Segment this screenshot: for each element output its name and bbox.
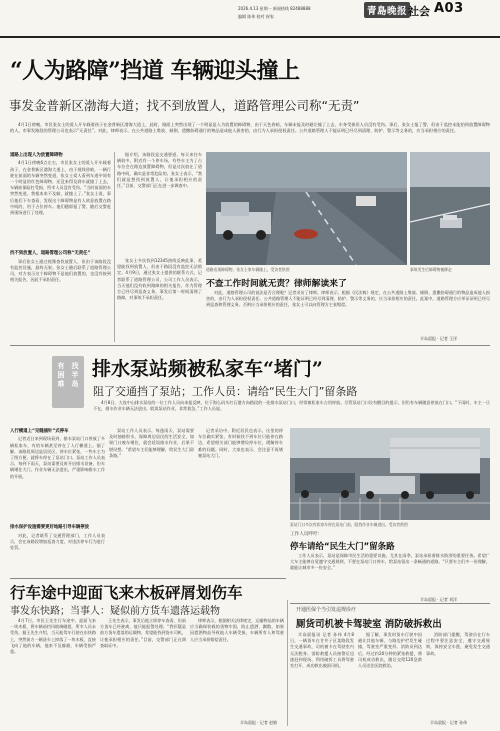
story2-sub2: 排水保护设施需要更好地路引导车辆停放 xyxy=(10,525,90,531)
page-number: A03 xyxy=(434,1,464,16)
masthead xyxy=(0,0,500,36)
badge-right: 找 半 岛 xyxy=(71,362,79,388)
section-rule xyxy=(10,345,490,346)
story1-col1 xyxy=(10,152,111,342)
story2-byline: 半岛晨报 · 记者 刘洋 xyxy=(420,597,458,602)
obstacle-removed-photo xyxy=(410,152,490,265)
date-line: 2026.4.13 星期一 新闻热线 82488888 xyxy=(238,6,311,11)
story1-byline: 半岛晨报 · 记者 王洋 xyxy=(420,336,458,341)
story4-col1: 半岛晨报讯 记者 孙伟 4月8日，一辆货车在甘井子区某路段发生交通事故，司机被卡在驾驶室内无法脱身。消防救援人员接警后迅速赶到现场，利用破拆工具将驾驶室打开，成功救出被困司机。 xyxy=(290,632,354,669)
story1-sub2: 找不到放置人，道路管理公司称“无责任” xyxy=(10,251,91,257)
story4-kicker: 开通医保个当引发违规诊疗 xyxy=(296,607,357,613)
story4-headline: 厕货司机被卡驾驶室 消防破拆救出 xyxy=(296,619,442,630)
story1-col3: 对此，道路管理公司的说法是否合理呢？记者采访了律师。律师表示，根据《民法典》规定，在公共道路上堆放、倾倒、遗撒妨碍通行的物品造成他人损害的，由行为人承担侵权责任。公共道路管理人不能证明已经尽到清理、防护、警示等义务的，应当承担相应的责任。此案中，道路管理方应举证证明已经尽到巡查和管理义务，否则应当承担相应的责任，张女士可以向管理方主张赔偿。 xyxy=(206,290,490,308)
story3-subhead: 事发东快路；当事人：疑似前方货车遗落运载物 xyxy=(10,606,220,617)
story1-sub3: 不查工作时间就无责？律师解读来了 xyxy=(206,279,347,289)
side-headline: 停车请给“民生大门”留条路 xyxy=(290,542,395,552)
story2-col1 xyxy=(10,428,105,576)
story3-col2: 王先生表示，事发后他立即停车查看，但前方货车已经驶离，他只能报警处理。“我怀疑是前方货车遗落的运载物，希望能找到货车司机，让他承担相应的责任。”目前，交警部门正在调查取证中。 xyxy=(100,618,186,648)
badge-left: 有 困 难 xyxy=(57,362,65,388)
story1-col1-text: 4月1日傍晚6点左右，市民张女士的爱人开车载着孩子，在金普新区渤海大道上，由于视线昏暗，一辆行驶在前面的车辆突然变道，张女士爱人看到车道中间有一个明显的红色障碍物，还没来得及刹车就撞了上去，车辆前保险杠受损，所幸人员没有受伤。“当时前面的车突然变道，我根本来不及躲，就撞上了。”张女士说，事后他们下车查看，发现这个障碍物是有人故意放置在路中间的，用于占位停车。他们随即报了警，随后交警赶到现场进行了处理。 xyxy=(10,160,111,216)
story2-col2: 泵站工作人员表示，每逢雨天，泵站需要及时抽排积水，保障周边居民的生活安全，如果门口被车堵住，就会延误排水作业，后果不堪设想。“希望车主们能够理解，给民生大门留条路。” xyxy=(109,428,194,458)
story1-col2: 据介绍，该路段是交通要道，每天来往车辆较多，附近有一个停车场，有些车主为了占车位会在路边放置障碍物，但是这次放在了道路中间，确实是非常危险的。张女士表示，“我们就是想找到放置人，让他承担相应的责任。”目前，交警部门正在进一步调查中。 xyxy=(117,152,202,189)
story3-col1: 4月7日，市民王先生行车途中，迎面飞来一块木板，将车辆前挡风玻璃砸裂，所幸人员未受伤。据王先生介绍，当天他驾车行驶在东快路上，突然前方一辆货车上掉落了一块木板，直接飞向了他的车辆，他来不及躲避，车辆受损严重。 xyxy=(10,618,96,655)
story1-sub1: 道路上出现人为放置障碍物 xyxy=(10,153,63,158)
masthead-rule xyxy=(0,36,500,38)
divider xyxy=(114,152,115,342)
story4-col3: 消防部门提醒，驾驶员在行车过程中要注意安全，遵守交通规则，保持安全车距，避免发生交通事故。 xyxy=(426,632,490,656)
story1-col1b-text: 事后张女士通过视频查找放置人，但由于该路段没有监控设施，最终无果。张女士随后联系了道路管理公司，对方表示这个障碍物不是他们放置的，也没有接到相关报告，因此不承担责任。 xyxy=(10,258,111,283)
story4-col2: 据了解，事发时货车行驶中因避让其他车辆，与路边护栏发生碰撞，驾驶室严重变形。消防员到达后，经过约20分钟的紧张救援，将司机成功救出，随后交给120急救人员送往医院救治。 xyxy=(358,632,422,669)
story2-lead: 4月8日，大连中山排水泵站的一位工作人员向本报反映，位于海么码头红石港方向路段的一处排水泵站门口，经常被私家车占用停放。尽管泵站门口设有醒目的提示，但仍有车辆随意停放在门口。“下雨时，车主一旦不在，排水作业车辆无法进出，耽误泵站作业，非常着急。”工作人员说。 xyxy=(93,400,490,412)
road-obstacle-photo xyxy=(206,152,407,265)
story3-headline: 行车途中迎面飞来木板砰屑划伤车 xyxy=(10,583,243,602)
story2-col1-text: 记者近日来到现场看到，排水泵站门口停放了多辆私家车，有的车辆甚至停在了人行横道上。据了解，该路段周边是居民区，停车位紧张，一些车主为了图方便，就将车停在了泵站门口。泵站工作人员表示，每到下雨天，泵站需要及时开启排水设备，但车辆堵住大门，作业车辆无法进出，严重影响排水工作的开展。 xyxy=(10,436,105,479)
story2-sub1: 人行横道上“见缝插针”式停车 xyxy=(10,429,69,434)
story1-lead: 4月1日傍晚，市民张女士的爱人开车载着孩子在金普新区渤海大道上，此时，路面上突然出现了一个明显是人为放置的障碍物，由于天色昏暗，车辆未能及时避让撞了上去，车身受损但人员没有受伤。事后，张女士报了警，但由于监控未能拍到放置障碍物的人，市事发路段的管理公司也表示“无责任”。对此，律师表示，在公共道路上堆放、倾倒、遗撒妨碍通行的物品造成他人损害的，由行为人承担侵权责任。公共道路管理人不能证明已经尽到清理、防护、警示等义务的，应当承担相应的责任。 xyxy=(10,122,490,134)
editor-line: 编辑 陈伟 校对 崔家 xyxy=(238,14,274,19)
story3-col3: 律师表示，根据相关法律规定，运输物品的车辆应当确保装载的货物牢固，防止遗洒、飘散。如果因遗洒物品导致他人车辆受损，车辆所有人和驾驶人应当承担赔偿责任。 xyxy=(190,618,284,642)
pump-station-photo xyxy=(290,428,490,520)
story2-col1b-text: 对此，记者联系了交通管理部门，工作人员表示，会在该路段增加巡查力度，对违法停车行为进行处罚。 xyxy=(10,532,105,551)
section-name: 社会 xyxy=(408,5,430,18)
story1-headline: “人为路障”挡道 车辆迎头撞上 xyxy=(10,58,300,84)
help-badge xyxy=(52,356,84,408)
story1-subhead: 事发金普新区渤海大道；找不到放置人，道路管理公司称“无责” xyxy=(9,98,360,113)
story3-byline: 半岛晨报 · 记者 赵敏 xyxy=(240,720,278,725)
section-rule-3 xyxy=(290,603,490,604)
divider-2 xyxy=(287,600,288,726)
story2-col3: 记者采访中，附近居民也表示，这里的停车位确实紧张，有时候找不到车位只能停在路边，希望相关部门能够增设停车位，缓解停车难的问题。同时，大家也表示，会注意不再堵塞泵站大门。 xyxy=(198,428,283,458)
photo3-caption: 泵站门口多次有私家车停在泵站门前，阻挡作业车辆进出。受访者供图 xyxy=(290,522,408,527)
side-text: 工作人员表示，泵站是保障市民生活的重要设施，尤其在雨季，泵站承担着排水防涝的重要任务。希望广大车主能够自觉遵守交通规则，不要在泵站门口停车，给泵站留出一条畅通的道路。“只要车主们多一份理解，就能让城市多一份安全。” xyxy=(290,553,490,571)
section-rule-2 xyxy=(10,578,286,579)
story2-subhead: 阻了交通挡了泵站；工作人员：请给“民生大门”留条路 xyxy=(93,385,358,398)
story4-byline: 半岛晨报 · 记者 孙伟 xyxy=(430,720,468,725)
side-label: 工作人员呼吁： xyxy=(290,532,323,537)
photo1-caption: 道路出现障碍物，张女士家车辆撞上。受访者供图 xyxy=(206,267,290,272)
story1-col2b: 张女士多次找到12345热线反映此事，希望能找到放置人，但由于路段没有监控无法锁定。4月9日，通过张女士提供的联系方式，记者联系了道路管理公司，公司工作人员表示，当天他们没有收到路障的相关报告，作为管理方已经尽到巡查义务，事发后第一时间清理了路障，对事故不承担责任。 xyxy=(117,258,202,301)
story2-headline: 排水泵站频被私家车“堵门” xyxy=(92,358,323,380)
photo2-caption: 事故发生后障碍物被移走 xyxy=(410,267,452,272)
newspaper-logo: 青島晚报 xyxy=(364,2,410,18)
